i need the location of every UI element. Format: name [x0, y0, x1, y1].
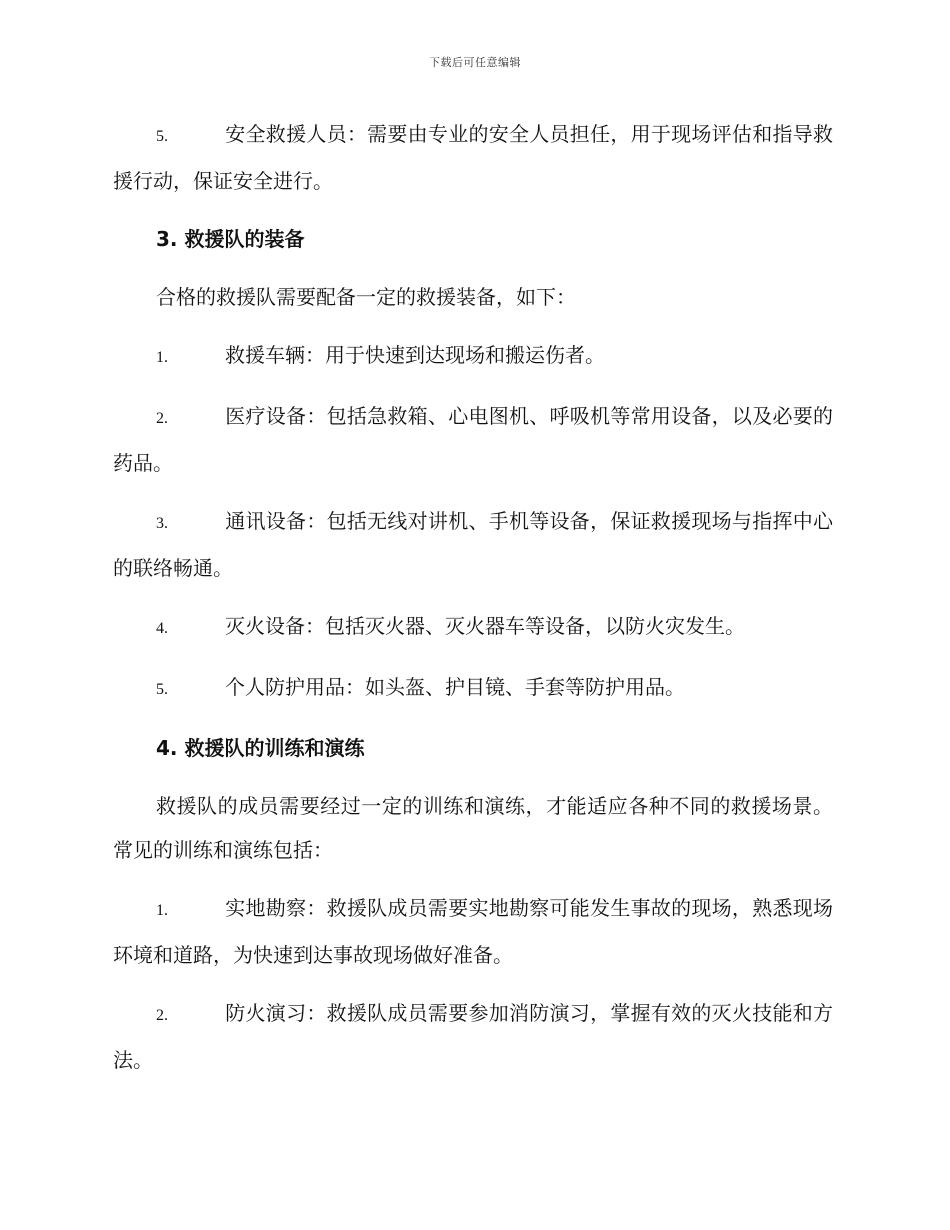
list-text: 通讯设备：包括无线对讲机、手机等设备，保证救援现场与指挥中心的联络畅通。 [113, 509, 833, 580]
list-text: 防火演习：救援队成员需要参加消防演习，掌握有效的灭火技能和方法。 [113, 1001, 833, 1072]
list-number: 1. [156, 349, 168, 366]
list-number: 4. [156, 620, 168, 637]
list-item-protective-gear [113, 665, 833, 712]
list-item-site-survey [113, 886, 833, 977]
list-number: 1. [156, 902, 168, 919]
list-number: 3. [156, 515, 168, 532]
list-item-communication-equipment [113, 499, 833, 590]
list-item-fire-drill [113, 991, 833, 1082]
list-text: 医疗设备：包括急救箱、心电图机、呼吸机等常用设备，以及必要的药品。 [113, 404, 833, 475]
list-text: 个人防护用品：如头盔、护目镜、手套等防护用品。 [225, 675, 685, 699]
list-item-medical-equipment [113, 394, 833, 485]
paragraph-training-intro: 救援队的成员需要经过一定的训练和演练，才能适应各种不同的救援场景。常见的训练和演练包括： [113, 794, 833, 862]
list-text: 实地勘察：救援队成员需要实地勘察可能发生事故的现场，熟悉现场环境和道路，为快速到达事故现场做好准备。 [113, 896, 833, 967]
document-body [113, 112, 833, 1096]
list-text: 灭火设备：包括灭火器、灭火器车等设备，以防火灾发生。 [225, 614, 745, 638]
page-header-note: 下载后可任意编辑 [429, 56, 521, 69]
list-number: 2. [156, 1007, 168, 1024]
section-heading-training: 4. 救援队的训练和演练 [156, 736, 365, 760]
section-heading-equipment: 3. 救援队的装备 [156, 227, 305, 251]
list-item-safety-rescuers [113, 112, 833, 203]
list-item-fire-equipment [113, 604, 833, 651]
paragraph-equipment-intro: 合格的救援队需要配备一定的救援装备，如下： [156, 285, 576, 309]
list-text: 安全救援人员：需要由专业的安全人员担任，用于现场评估和指导救援行动，保证安全进行。 [113, 122, 833, 193]
list-number: 5. [156, 681, 168, 698]
list-item-rescue-vehicles [113, 333, 833, 380]
list-number: 2. [156, 410, 168, 427]
list-text: 救援车辆：用于快速到达现场和搬运伤者。 [225, 343, 605, 367]
list-number: 5. [156, 128, 168, 145]
